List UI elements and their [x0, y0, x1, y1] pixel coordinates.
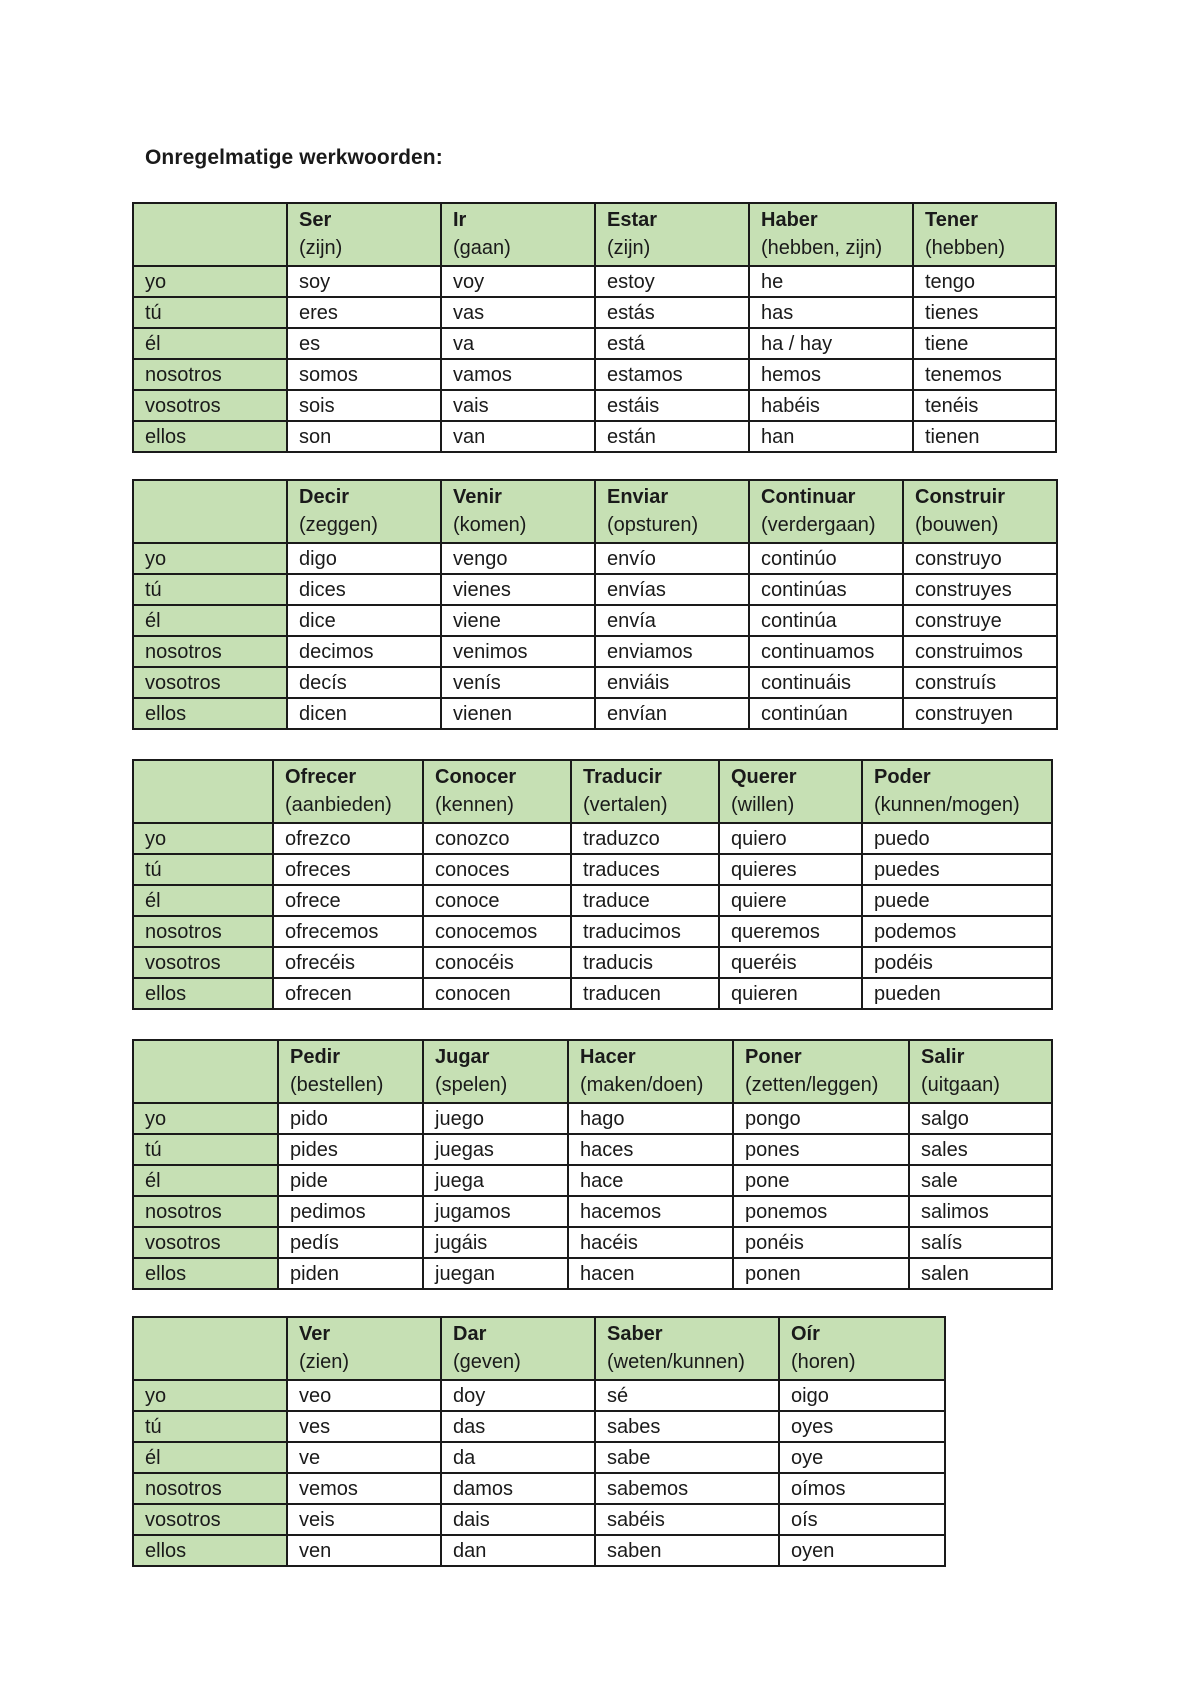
verb-header-cell: [287, 203, 441, 266]
page-title: Onregelmatige werkwoorden:: [145, 146, 443, 169]
conjugation-cell: hacéis: [568, 1227, 733, 1258]
conjugation-cell: pueden: [862, 978, 1052, 1009]
conjugation-cell: decís: [287, 667, 441, 698]
verb-infinitive: Enviar: [607, 486, 669, 508]
verb-infinitive: Decir: [299, 486, 350, 508]
pronoun-cell: vosotros: [133, 1227, 278, 1258]
header-corner-cell: [133, 1317, 287, 1380]
conjugation-cell: sales: [909, 1134, 1052, 1165]
verb-translation: (zien): [299, 1351, 350, 1373]
conjugation-cell: conoces: [423, 854, 571, 885]
verb-translation: (horen): [791, 1351, 856, 1373]
conjugation-cell: estamos: [595, 359, 749, 390]
table-row: [133, 605, 1057, 636]
table-row: [133, 885, 1052, 916]
verb-header-cell: [287, 1317, 441, 1380]
conjugation-cell: vais: [441, 390, 595, 421]
conjugation-cell: tenemos: [913, 359, 1056, 390]
conjugation-cell: dicen: [287, 698, 441, 729]
verb-translation: (zetten/leggen): [745, 1074, 879, 1096]
conjugation-cell: hace: [568, 1165, 733, 1196]
table-row: [133, 1258, 1052, 1289]
verb-infinitive: Querer: [731, 766, 797, 788]
table-row: [133, 916, 1052, 947]
conjugation-cell: oyes: [779, 1411, 945, 1442]
verb-header-cell: [913, 203, 1056, 266]
table-row: [133, 947, 1052, 978]
verb-infinitive: Oír: [791, 1323, 820, 1345]
verb-translation: (vertalen): [583, 794, 668, 816]
conjugation-cell: vemos: [287, 1473, 441, 1504]
conjugation-cell: juego: [423, 1103, 568, 1134]
verb-infinitive: Ver: [299, 1323, 331, 1345]
conjugation-cell: dan: [441, 1535, 595, 1566]
conjugation-cell: soy: [287, 266, 441, 297]
verb-infinitive: Dar: [453, 1323, 487, 1345]
verb-header-cell: [595, 1317, 779, 1380]
conjugation-cell: salgo: [909, 1103, 1052, 1134]
pronoun-cell: él: [133, 1165, 278, 1196]
verb-translation: (zijn): [299, 237, 343, 259]
conjugation-cell: pedís: [278, 1227, 423, 1258]
verb-header-cell: [571, 760, 719, 823]
verb-infinitive: Continuar: [761, 486, 856, 508]
verb-translation: (verdergaan): [761, 514, 876, 536]
conjugation-cell: pone: [733, 1165, 909, 1196]
conjugation-cell: van: [441, 421, 595, 452]
conjugation-cell: ha / hay: [749, 328, 913, 359]
conjugation-cell: conocéis: [423, 947, 571, 978]
conjugation-cell: oigo: [779, 1380, 945, 1411]
conjugation-cell: quieres: [719, 854, 862, 885]
conjugation-cell: salís: [909, 1227, 1052, 1258]
verb-translation: (zeggen): [299, 514, 378, 536]
conjugation-cell: ofrecen: [273, 978, 423, 1009]
table-row: [133, 1473, 945, 1504]
conjugation-cell: viene: [441, 605, 595, 636]
verb-translation: (kunnen/mogen): [874, 794, 1020, 816]
verb-translation: (weten/kunnen): [607, 1351, 745, 1373]
pronoun-cell: yo: [133, 266, 287, 297]
conjugation-cell: haces: [568, 1134, 733, 1165]
conjugation-cell: jugáis: [423, 1227, 568, 1258]
conjugation-cell: he: [749, 266, 913, 297]
pronoun-cell: nosotros: [133, 916, 273, 947]
verb-translation: (opsturen): [607, 514, 699, 536]
verb-infinitive: Estar: [607, 209, 658, 231]
conjugation-cell: da: [441, 1442, 595, 1473]
verb-infinitive: Conocer: [435, 766, 517, 788]
pronoun-cell: nosotros: [133, 1473, 287, 1504]
verb-header-cell: [568, 1040, 733, 1103]
verb-infinitive: Saber: [607, 1323, 663, 1345]
conjugation-cell: vengo: [441, 543, 595, 574]
conjugation-cell: traduzco: [571, 823, 719, 854]
conjugation-cell: continúas: [749, 574, 903, 605]
table-row: [133, 698, 1057, 729]
verb-header-cell: [423, 1040, 568, 1103]
verb-table: [132, 479, 1058, 730]
conjugation-cell: continúan: [749, 698, 903, 729]
verb-infinitive: Ir: [453, 209, 467, 231]
table-row: [133, 328, 1056, 359]
conjugation-cell: hacemos: [568, 1196, 733, 1227]
conjugation-cell: hacen: [568, 1258, 733, 1289]
pronoun-cell: tú: [133, 854, 273, 885]
conjugation-cell: envían: [595, 698, 749, 729]
verb-infinitive: Hacer: [580, 1046, 636, 1068]
conjugation-cell: quiere: [719, 885, 862, 916]
conjugation-cell: pido: [278, 1103, 423, 1134]
conjugation-cell: ven: [287, 1535, 441, 1566]
conjugation-cell: damos: [441, 1473, 595, 1504]
table-row: [133, 1535, 945, 1566]
verb-infinitive: Ofrecer: [285, 766, 357, 788]
conjugation-cell: hemos: [749, 359, 913, 390]
verb-translation: (gaan): [453, 237, 511, 259]
conjugation-cell: estás: [595, 297, 749, 328]
conjugation-cell: puede: [862, 885, 1052, 916]
table-row: [133, 1504, 945, 1535]
verb-header-cell: [273, 760, 423, 823]
conjugation-cell: venís: [441, 667, 595, 698]
pronoun-cell: nosotros: [133, 1196, 278, 1227]
verb-header-cell: [719, 760, 862, 823]
verb-header-cell: [441, 203, 595, 266]
verb-table: [132, 1316, 946, 1567]
conjugation-cell: puedo: [862, 823, 1052, 854]
conjugation-cell: oyen: [779, 1535, 945, 1566]
pronoun-cell: él: [133, 605, 287, 636]
verb-header-cell: [779, 1317, 945, 1380]
verb-header-cell: [595, 480, 749, 543]
conjugation-cell: sois: [287, 390, 441, 421]
verb-translation: (geven): [453, 1351, 521, 1373]
pronoun-cell: tú: [133, 297, 287, 328]
verb-translation: (spelen): [435, 1074, 508, 1096]
verb-table: [132, 759, 1053, 1010]
conjugation-cell: digo: [287, 543, 441, 574]
verb-infinitive: Jugar: [435, 1046, 490, 1068]
verb-translation: (uitgaan): [921, 1074, 1000, 1096]
table-header-row: [133, 480, 1057, 543]
table-row: [133, 1227, 1052, 1258]
conjugation-cell: oís: [779, 1504, 945, 1535]
conjugation-cell: construimos: [903, 636, 1057, 667]
pronoun-cell: yo: [133, 1103, 278, 1134]
verb-header-cell: [595, 203, 749, 266]
verb-header-cell: [749, 480, 903, 543]
conjugation-cell: tienes: [913, 297, 1056, 328]
conjugation-cell: ponen: [733, 1258, 909, 1289]
verb-infinitive: Pedir: [290, 1046, 341, 1068]
conjugation-cell: saben: [595, 1535, 779, 1566]
conjugation-cell: envía: [595, 605, 749, 636]
table-row: [133, 543, 1057, 574]
conjugation-cell: eres: [287, 297, 441, 328]
table-row: [133, 854, 1052, 885]
conjugation-cell: ponemos: [733, 1196, 909, 1227]
pronoun-cell: vosotros: [133, 947, 273, 978]
conjugation-cell: tengo: [913, 266, 1056, 297]
pronoun-cell: tú: [133, 1411, 287, 1442]
conjugation-cell: ofrecéis: [273, 947, 423, 978]
conjugation-cell: oímos: [779, 1473, 945, 1504]
conjugation-cell: envías: [595, 574, 749, 605]
conjugation-cell: dais: [441, 1504, 595, 1535]
conjugation-cell: jugamos: [423, 1196, 568, 1227]
conjugation-cell: veis: [287, 1504, 441, 1535]
conjugation-cell: construyes: [903, 574, 1057, 605]
table-header-row: [133, 203, 1056, 266]
pronoun-cell: él: [133, 885, 273, 916]
table-row: [133, 390, 1056, 421]
table-row: [133, 1196, 1052, 1227]
table-row: [133, 297, 1056, 328]
conjugation-cell: traducis: [571, 947, 719, 978]
verb-header-cell: [278, 1040, 423, 1103]
conjugation-cell: habéis: [749, 390, 913, 421]
table-header-row: [133, 1317, 945, 1380]
pronoun-cell: ellos: [133, 421, 287, 452]
conjugation-cell: continúa: [749, 605, 903, 636]
verb-infinitive: Ser: [299, 209, 332, 231]
conjugation-cell: traducen: [571, 978, 719, 1009]
conjugation-cell: envío: [595, 543, 749, 574]
conjugation-cell: continuamos: [749, 636, 903, 667]
conjugation-cell: ofrecemos: [273, 916, 423, 947]
verb-infinitive: Salir: [921, 1046, 965, 1068]
conjugation-cell: ponéis: [733, 1227, 909, 1258]
header-corner-cell: [133, 1040, 278, 1103]
table-row: [133, 1134, 1052, 1165]
table-row: [133, 1103, 1052, 1134]
conjugation-cell: han: [749, 421, 913, 452]
table-row: [133, 1411, 945, 1442]
conjugation-cell: decimos: [287, 636, 441, 667]
conjugation-cell: ofrezco: [273, 823, 423, 854]
conjugation-cell: son: [287, 421, 441, 452]
pronoun-cell: nosotros: [133, 636, 287, 667]
pronoun-cell: tú: [133, 574, 287, 605]
pronoun-cell: yo: [133, 543, 287, 574]
verb-translation: (maken/doen): [580, 1074, 704, 1096]
conjugation-cell: traduce: [571, 885, 719, 916]
verb-header-cell: [909, 1040, 1052, 1103]
conjugation-cell: podéis: [862, 947, 1052, 978]
pronoun-cell: yo: [133, 823, 273, 854]
conjugation-cell: dice: [287, 605, 441, 636]
verb-translation: (komen): [453, 514, 527, 536]
verb-header-cell: [903, 480, 1057, 543]
header-corner-cell: [133, 760, 273, 823]
verb-translation: (bouwen): [915, 514, 999, 536]
verb-translation: (aanbieden): [285, 794, 392, 816]
conjugation-cell: sabéis: [595, 1504, 779, 1535]
conjugation-cell: estáis: [595, 390, 749, 421]
verb-translation: (hebben, zijn): [761, 237, 883, 259]
conjugation-cell: construyo: [903, 543, 1057, 574]
conjugation-cell: conocemos: [423, 916, 571, 947]
conjugation-cell: vas: [441, 297, 595, 328]
conjugation-cell: venimos: [441, 636, 595, 667]
pronoun-cell: vosotros: [133, 390, 287, 421]
conjugation-cell: salen: [909, 1258, 1052, 1289]
conjugation-cell: pedimos: [278, 1196, 423, 1227]
conjugation-cell: tienen: [913, 421, 1056, 452]
pronoun-cell: yo: [133, 1380, 287, 1411]
verb-header-cell: [733, 1040, 909, 1103]
conjugation-cell: sabe: [595, 1442, 779, 1473]
conjugation-cell: ofreces: [273, 854, 423, 885]
conjugation-cell: puedes: [862, 854, 1052, 885]
conjugation-cell: está: [595, 328, 749, 359]
table-header-row: [133, 760, 1052, 823]
table-row: [133, 978, 1052, 1009]
conjugation-cell: somos: [287, 359, 441, 390]
conjugation-cell: hago: [568, 1103, 733, 1134]
table-row: [133, 266, 1056, 297]
header-corner-cell: [133, 480, 287, 543]
conjugation-cell: continuáis: [749, 667, 903, 698]
conjugation-cell: quiero: [719, 823, 862, 854]
conjugation-cell: construye: [903, 605, 1057, 636]
conjugation-cell: continúo: [749, 543, 903, 574]
conjugation-cell: vienen: [441, 698, 595, 729]
verb-header-cell: [441, 480, 595, 543]
verb-header-cell: [862, 760, 1052, 823]
pronoun-cell: él: [133, 1442, 287, 1473]
table-row: [133, 1442, 945, 1473]
verb-infinitive: Construir: [915, 486, 1005, 508]
conjugation-cell: conocen: [423, 978, 571, 1009]
pronoun-cell: ellos: [133, 698, 287, 729]
conjugation-cell: sé: [595, 1380, 779, 1411]
conjugation-cell: traduces: [571, 854, 719, 885]
header-corner-cell: [133, 203, 287, 266]
conjugation-cell: das: [441, 1411, 595, 1442]
verb-header-cell: [287, 480, 441, 543]
verb-infinitive: Poner: [745, 1046, 802, 1068]
conjugation-cell: pongo: [733, 1103, 909, 1134]
table-row: [133, 574, 1057, 605]
table-row: [133, 823, 1052, 854]
conjugation-cell: construyen: [903, 698, 1057, 729]
conjugation-cell: es: [287, 328, 441, 359]
conjugation-cell: tenéis: [913, 390, 1056, 421]
pronoun-cell: vosotros: [133, 1504, 287, 1535]
conjugation-cell: has: [749, 297, 913, 328]
table-row: [133, 1380, 945, 1411]
conjugation-cell: queremos: [719, 916, 862, 947]
verb-translation: (zijn): [607, 237, 651, 259]
conjugation-cell: sabes: [595, 1411, 779, 1442]
table-row: [133, 421, 1056, 452]
conjugation-cell: conozco: [423, 823, 571, 854]
table-row: [133, 359, 1056, 390]
verb-translation: (kennen): [435, 794, 514, 816]
pronoun-cell: nosotros: [133, 359, 287, 390]
conjugation-cell: juega: [423, 1165, 568, 1196]
conjugation-cell: dices: [287, 574, 441, 605]
verb-header-cell: [441, 1317, 595, 1380]
verb-infinitive: Venir: [453, 486, 502, 508]
pronoun-cell: vosotros: [133, 667, 287, 698]
verb-header-cell: [423, 760, 571, 823]
conjugation-cell: pide: [278, 1165, 423, 1196]
conjugation-cell: tiene: [913, 328, 1056, 359]
conjugation-cell: podemos: [862, 916, 1052, 947]
conjugation-cell: quieren: [719, 978, 862, 1009]
conjugation-cell: vamos: [441, 359, 595, 390]
verb-header-cell: [749, 203, 913, 266]
conjugation-cell: veo: [287, 1380, 441, 1411]
conjugation-cell: vienes: [441, 574, 595, 605]
verb-translation: (hebben): [925, 237, 1006, 259]
conjugation-cell: queréis: [719, 947, 862, 978]
conjugation-cell: va: [441, 328, 595, 359]
verb-table: [132, 202, 1057, 453]
conjugation-cell: doy: [441, 1380, 595, 1411]
table-header-row: [133, 1040, 1052, 1103]
pronoun-cell: ellos: [133, 978, 273, 1009]
table-row: [133, 636, 1057, 667]
conjugation-cell: ves: [287, 1411, 441, 1442]
verb-translation: (willen): [731, 794, 795, 816]
pronoun-cell: él: [133, 328, 287, 359]
verb-infinitive: Poder: [874, 766, 931, 788]
conjugation-cell: salimos: [909, 1196, 1052, 1227]
conjugation-cell: traducimos: [571, 916, 719, 947]
table-row: [133, 1165, 1052, 1196]
verb-table: [132, 1039, 1053, 1290]
conjugation-cell: ve: [287, 1442, 441, 1473]
conjugation-cell: oye: [779, 1442, 945, 1473]
conjugation-cell: conoce: [423, 885, 571, 916]
conjugation-cell: estoy: [595, 266, 749, 297]
conjugation-cell: voy: [441, 266, 595, 297]
conjugation-cell: juegan: [423, 1258, 568, 1289]
conjugation-cell: ofrece: [273, 885, 423, 916]
verb-infinitive: Tener: [925, 209, 978, 231]
conjugation-cell: juegas: [423, 1134, 568, 1165]
pronoun-cell: ellos: [133, 1535, 287, 1566]
conjugation-cell: construís: [903, 667, 1057, 698]
table-row: [133, 667, 1057, 698]
pronoun-cell: ellos: [133, 1258, 278, 1289]
conjugation-cell: enviamos: [595, 636, 749, 667]
conjugation-cell: están: [595, 421, 749, 452]
conjugation-cell: sale: [909, 1165, 1052, 1196]
conjugation-cell: piden: [278, 1258, 423, 1289]
conjugation-cell: sabemos: [595, 1473, 779, 1504]
conjugation-cell: pides: [278, 1134, 423, 1165]
conjugation-cell: pones: [733, 1134, 909, 1165]
verb-translation: (bestellen): [290, 1074, 384, 1096]
verb-infinitive: Traducir: [583, 766, 662, 788]
conjugation-cell: enviáis: [595, 667, 749, 698]
verb-infinitive: Haber: [761, 209, 818, 231]
pronoun-cell: tú: [133, 1134, 278, 1165]
